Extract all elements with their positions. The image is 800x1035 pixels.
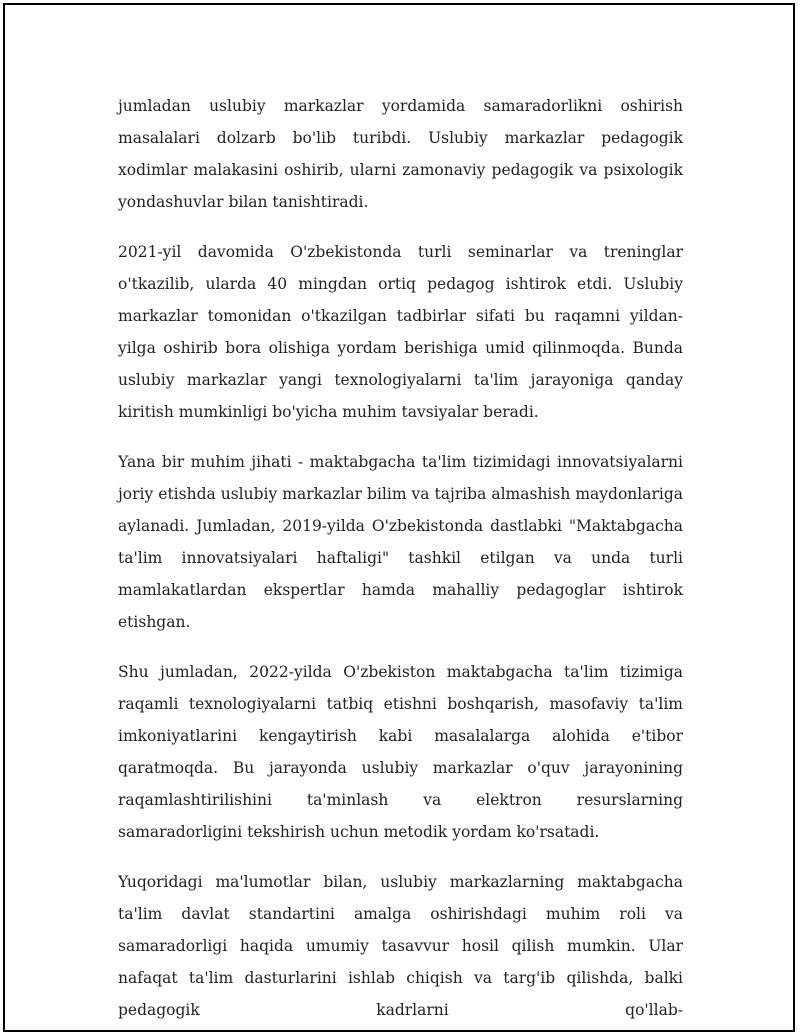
paragraph-5: Yuqoridagi ma'lumotlar bilan, uslubiy markazlarning maktabgacha ta'lim davlat standartini amalga oshirishdagi muhim roli va samaradorligi haqida umumiy tasavvur hosil qilish mumkin. Ular nafaqat ta'lim dasturlarini ishlab chiqish va targ'ib qilishda, balki pedagogik kadrlarni qo'llab- bbox=[118, 873, 683, 1019]
paragraph-2: 2021-yil davomida O'zbekistonda turli seminarlar va treninglar o'tkazilib, ularda 40 mingdan ortiq pedagog ishtirok etdi. Uslubiy markazlar tomonidan o'tkazilgan tadbirlar sifati bu raqamni yildan-yilga oshirib bora olishiga yordam berishiga umid qilinmoqda. Bunda uslubiy markazlar yangi texnologiyalarni ta'lim jarayoniga qanday kiritish mumkinligi bo'yicha muhim tavsiyalar beradi. bbox=[118, 243, 683, 421]
paragraph-4: Shu jumladan, 2022-yilda O'zbekiston maktabgacha ta'lim tizimiga raqamli texnologiyalarni tatbiq etishni boshqarish, masofaviy ta'lim imkoniyatlarini kengaytirish kabi masalalarga alohida e'tibor qaratmoqda. Bu jarayonda uslubiy markazlar o'quv jarayonining raqamlashtirilishini ta'minlash va elektron resurslarning samaradorligini tekshirish uchun metodik yordam ko'rsatadi. bbox=[118, 663, 683, 841]
page-content bbox=[118, 90, 683, 1026]
paragraph-3: Yana bir muhim jihati - maktabgacha ta'lim tizimidagi innovatsiyalarni joriy etishda uslubiy markazlar bilim va tajriba almashish maydonlariga aylanadi. Jumladan, 2019-yilda O'zbekistonda dastlabki "Maktabgacha ta'lim innovatsiyalari haftaligi" tashkil etilgan va unda turli mamlakatlardan ekspertlar hamda mahalliy pedagoglar ishtirok etishgan. bbox=[118, 453, 683, 631]
paragraph-1: jumladan uslubiy markazlar yordamida samaradorlikni oshirish masalalari dolzarb bo'lib turibdi. Uslubiy markazlar pedagogik xodimlar malakasini oshirib, ularni zamonaviy pedagogik va psixologik yondashuvlar bilan tanishtiradi. bbox=[118, 97, 683, 211]
